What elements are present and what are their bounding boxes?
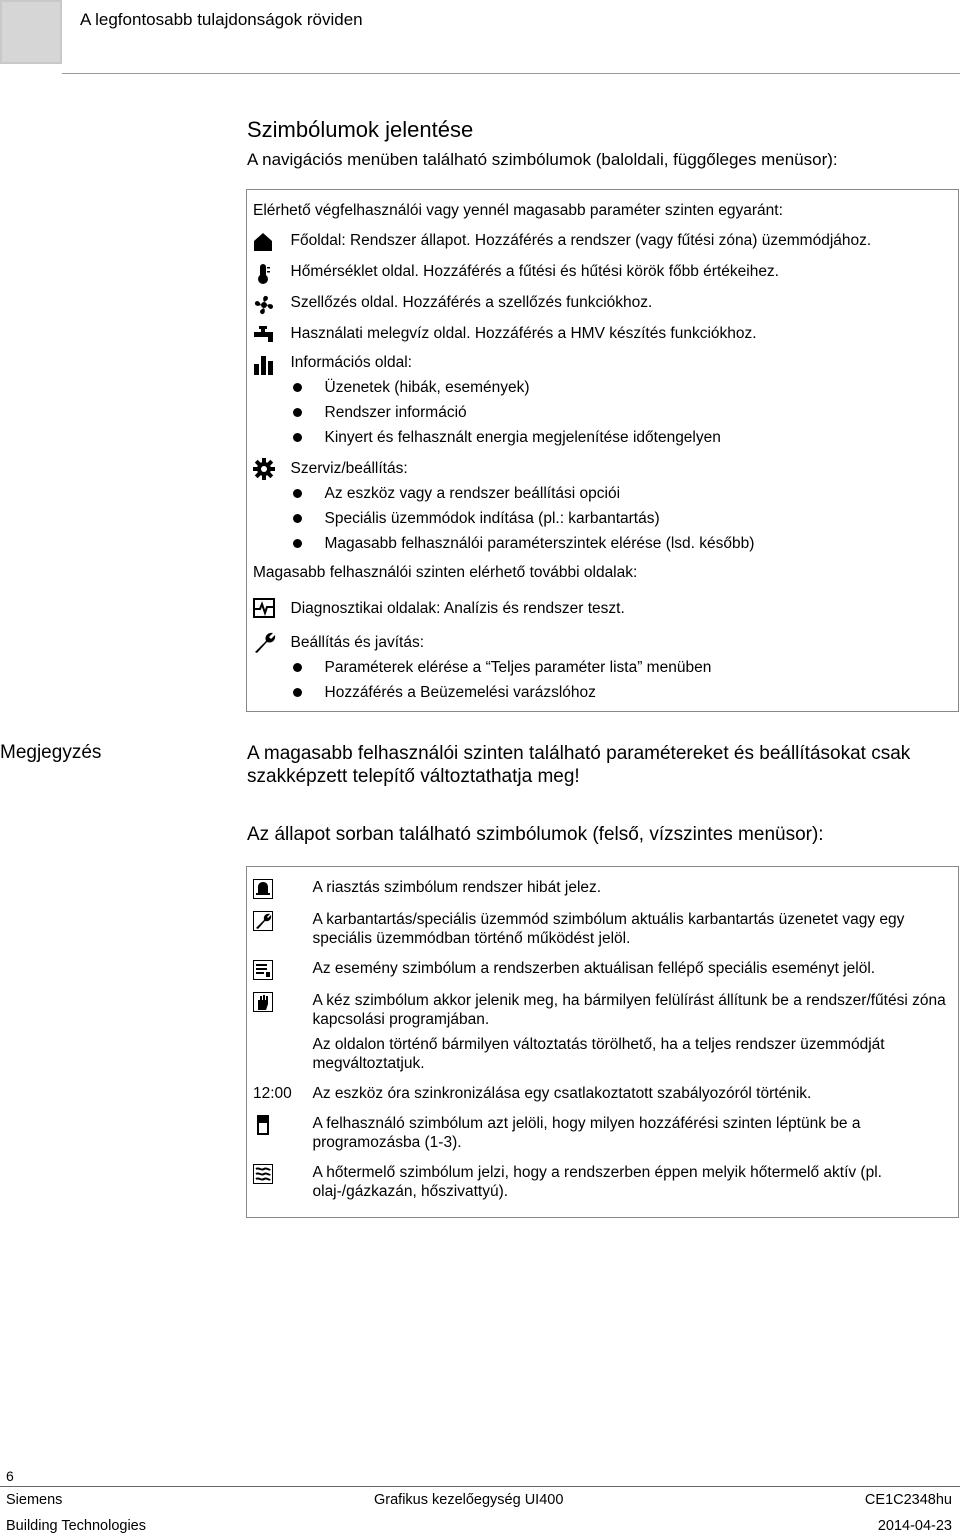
table-row [247,350,959,450]
status-row-text: A kéz szimbólum akkor jelenik meg, ha bármilyen felülírást állítunk be a rendszer/fűtési zóna kapcsolási programjában. [312,992,946,1028]
list-item: Üzenetek (hibák, események) [291,375,959,400]
bar-chart-icon [253,354,291,376]
faucet-icon [253,325,291,345]
list-item: Hozzáférés a Beüzemelési varázslóhoz [291,680,959,705]
nav-head-advanced: Magasabb felhasználói szinten elérhető további oldalak: [253,564,638,581]
status-row-text: A riasztás szimbólum rendszer hibát jelez. [312,879,602,896]
table-row [247,867,959,900]
status-row-text-2: Az oldalon történő bármilyen változtatás törölhető, ha a teljes rendszer üzemmódját megváltoztatjuk. [312,1036,885,1072]
list-item: Az eszköz vagy a rendszer beállítási opciói [291,481,959,506]
page-number: 6 [6,1468,14,1484]
list-item: Magasabb felhasználói paraméterszintek elérése (lsd. később) [291,531,959,556]
list-item: Rendszer információ [291,400,959,425]
table-row [247,1073,959,1103]
table-row [247,450,959,556]
status-symbols-table [246,866,959,1218]
note-text: A magasabb felhasználói szinten található paramétereket és beállításokat csak szakképzett telepítő változtathatja meg! [247,743,911,787]
header-tab-box [0,0,62,64]
footer-date: 2014-04-23 [877,1518,952,1534]
bell-icon [253,879,313,899]
footer-division: Building Technologies [6,1518,147,1534]
table-row [247,257,959,288]
table-row [247,226,959,257]
status-row-text: A karbantartás/speciális üzemmód szimbólum aktuális karbantartás üzenetet vagy egy speciális üzemmódban történő működést jelöl. [312,911,905,947]
wrench-icon [253,632,291,654]
table-row [247,319,959,350]
header-title: A legfontosabb tulajdonságok röviden [80,10,363,29]
home-icon [253,232,291,252]
clock-label: 12:00 [253,1085,292,1102]
page-header [0,0,960,70]
status-row-text: A hőtermelő szimbólum jelzi, hogy a rendszerben éppen melyik hőtermelő aktív (pl. olaj-/gázkazán, hőszivattyú). [312,1164,882,1200]
list-item: Speciális üzemmódok indítása (pl.: karbantartás) [291,506,959,531]
status-row-text: Az esemény szimbólum a rendszerben aktuálisan fellépő speciális eseményt jelöl. [312,960,876,977]
nav-intro: A navigációs menüben található szimbólumok (baloldali, függőleges menüsor): [247,150,838,169]
info-title: Információs oldal: [290,354,412,371]
heat-generator-icon [253,1164,313,1184]
table-row [247,622,959,712]
footer-rule [0,1486,960,1487]
table-row [247,1103,959,1152]
fan-icon [253,294,291,316]
status-row-text: A felhasználó szimbólum azt jelöli, hogy milyen hozzáférési szinten léptünk be a programozásba (1-3). [312,1115,861,1151]
setup-list [291,655,959,705]
status-row-text: Az eszköz óra szinkronizálása egy csatlakoztatott szabályozóról történik. [312,1085,812,1102]
list-item: Kinyert és felhasznált energia megjelenítése időtengelyen [291,425,959,450]
nav-row-text: Szellőzés oldal. Hozzáférés a szellőzés funkciókhoz. [290,294,653,311]
footer-product: Grafikus kezelőegység UI400 [374,1492,564,1508]
gear-icon [253,458,291,480]
maintenance-icon [253,911,313,931]
note-label: Megjegyzés [0,742,102,763]
pulse-icon [253,598,291,618]
table-row [247,588,959,622]
event-icon [253,960,313,980]
footer-company: Siemens [6,1492,63,1508]
status-intro: Az állapot sorban található szimbólumok (felső, vízszintes menüsor): [247,824,824,845]
service-title: Szerviz/beállítás: [290,460,408,477]
section-title: Szimbólumok jelentése [247,117,474,142]
table-row [247,948,959,980]
nav-row-text: Főoldal: Rendszer állapot. Hozzáférés a rendszer (vagy fűtési zóna) üzemmódjához. [290,232,872,249]
info-list [291,375,959,450]
thermometer-icon [253,263,291,285]
user-level-icon [253,1115,313,1135]
table-row [247,1152,959,1218]
nav-symbols-table [246,189,959,712]
table-row [247,980,959,1073]
diag-text: Diagnosztikai oldalak: Analízis és rendszer teszt. [290,600,625,617]
nav-head-basic: Elérhető végfelhasználói vagy yennél magasabb paraméter szinten egyaránt: [253,202,783,219]
footer-doc-id: CE1C2348hu [864,1492,952,1508]
nav-row-text: Használati melegvíz oldal. Hozzáférés a HMV készítés funkciókhoz. [290,325,757,342]
header-rule [62,73,960,74]
service-list [291,481,959,556]
list-item: Paraméterek elérése a “Teljes paraméter lista” menüben [291,655,959,680]
table-row [247,288,959,319]
setup-title: Beállítás és javítás: [290,634,425,651]
hand-icon [253,992,313,1012]
table-row [247,899,959,948]
nav-row-text: Hőmérséklet oldal. Hozzáférés a fűtési és hűtési körök főbb értékeihez. [290,263,779,280]
